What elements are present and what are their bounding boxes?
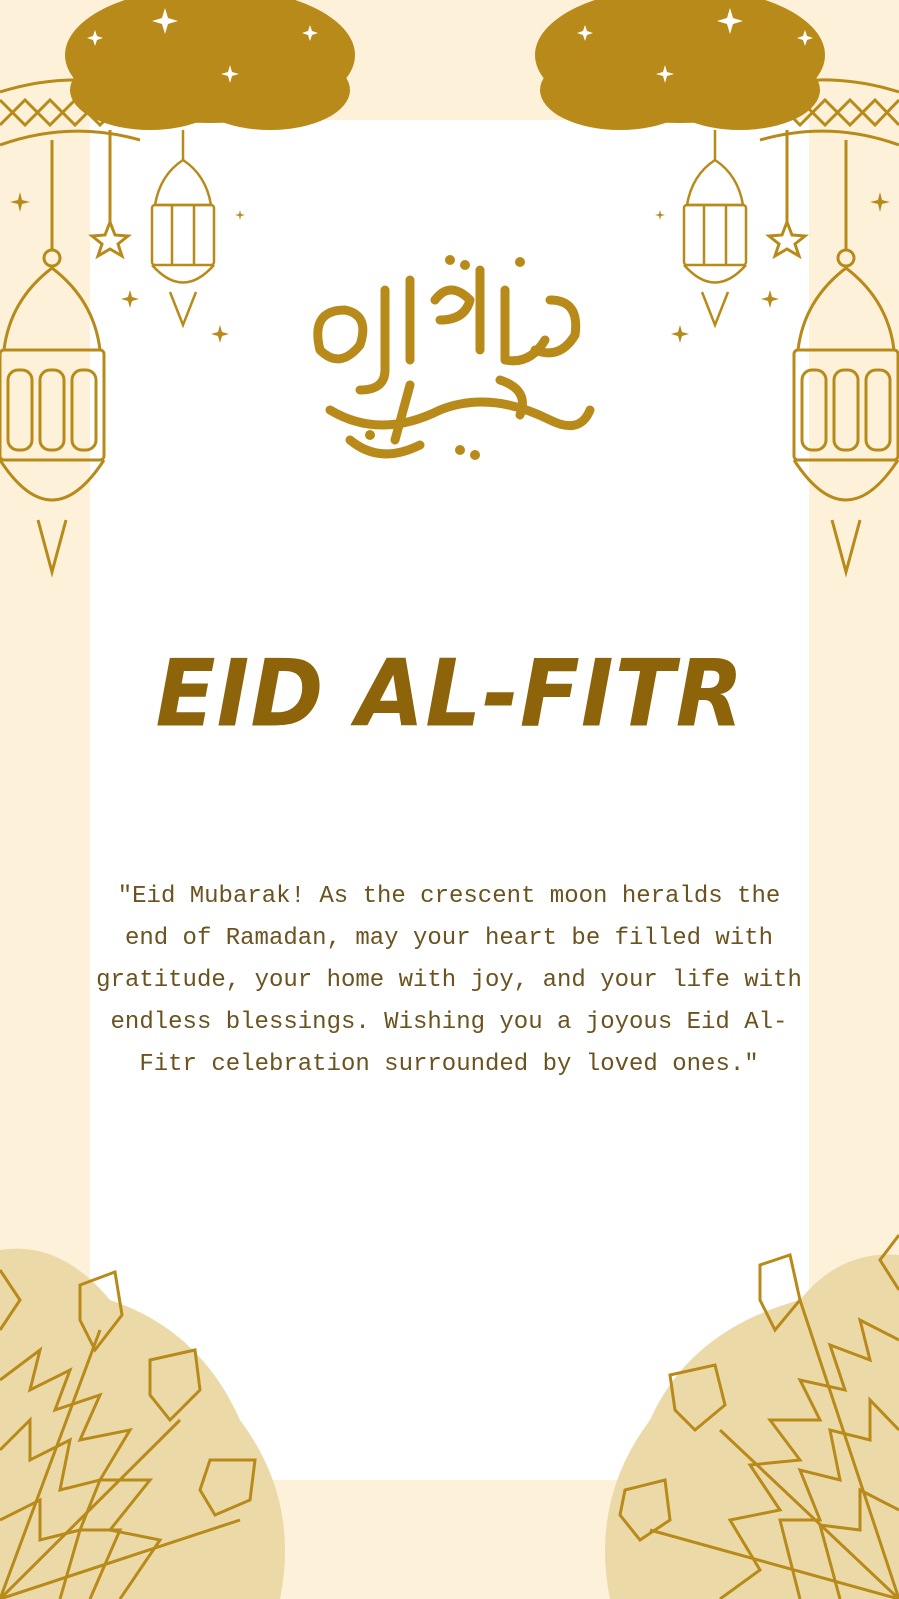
sand-blob-right: [605, 1255, 899, 1599]
lantern-large-right: [794, 140, 898, 572]
cloud-left: [65, 0, 355, 130]
lantern-small-left: [152, 130, 214, 325]
card-title: EID AL-FITR: [155, 639, 745, 748]
lantern-large-left: [0, 140, 104, 572]
lantern-small-right: [684, 130, 746, 325]
sand-blob-left: [0, 1249, 285, 1599]
hanging-star-icons: [92, 130, 805, 256]
cloud-right: [535, 0, 825, 130]
arabic-calligraphy-logo: [290, 240, 610, 480]
card-message: "Eid Mubarak! As the crescent moon heralds the end of Ramadan, may your heart be filled with gratitude, your home with joy, and your life with endless blessings. Wishing you a joyous Eid Al-Fitr celebration surrounded by loved ones.": [96, 883, 802, 1078]
